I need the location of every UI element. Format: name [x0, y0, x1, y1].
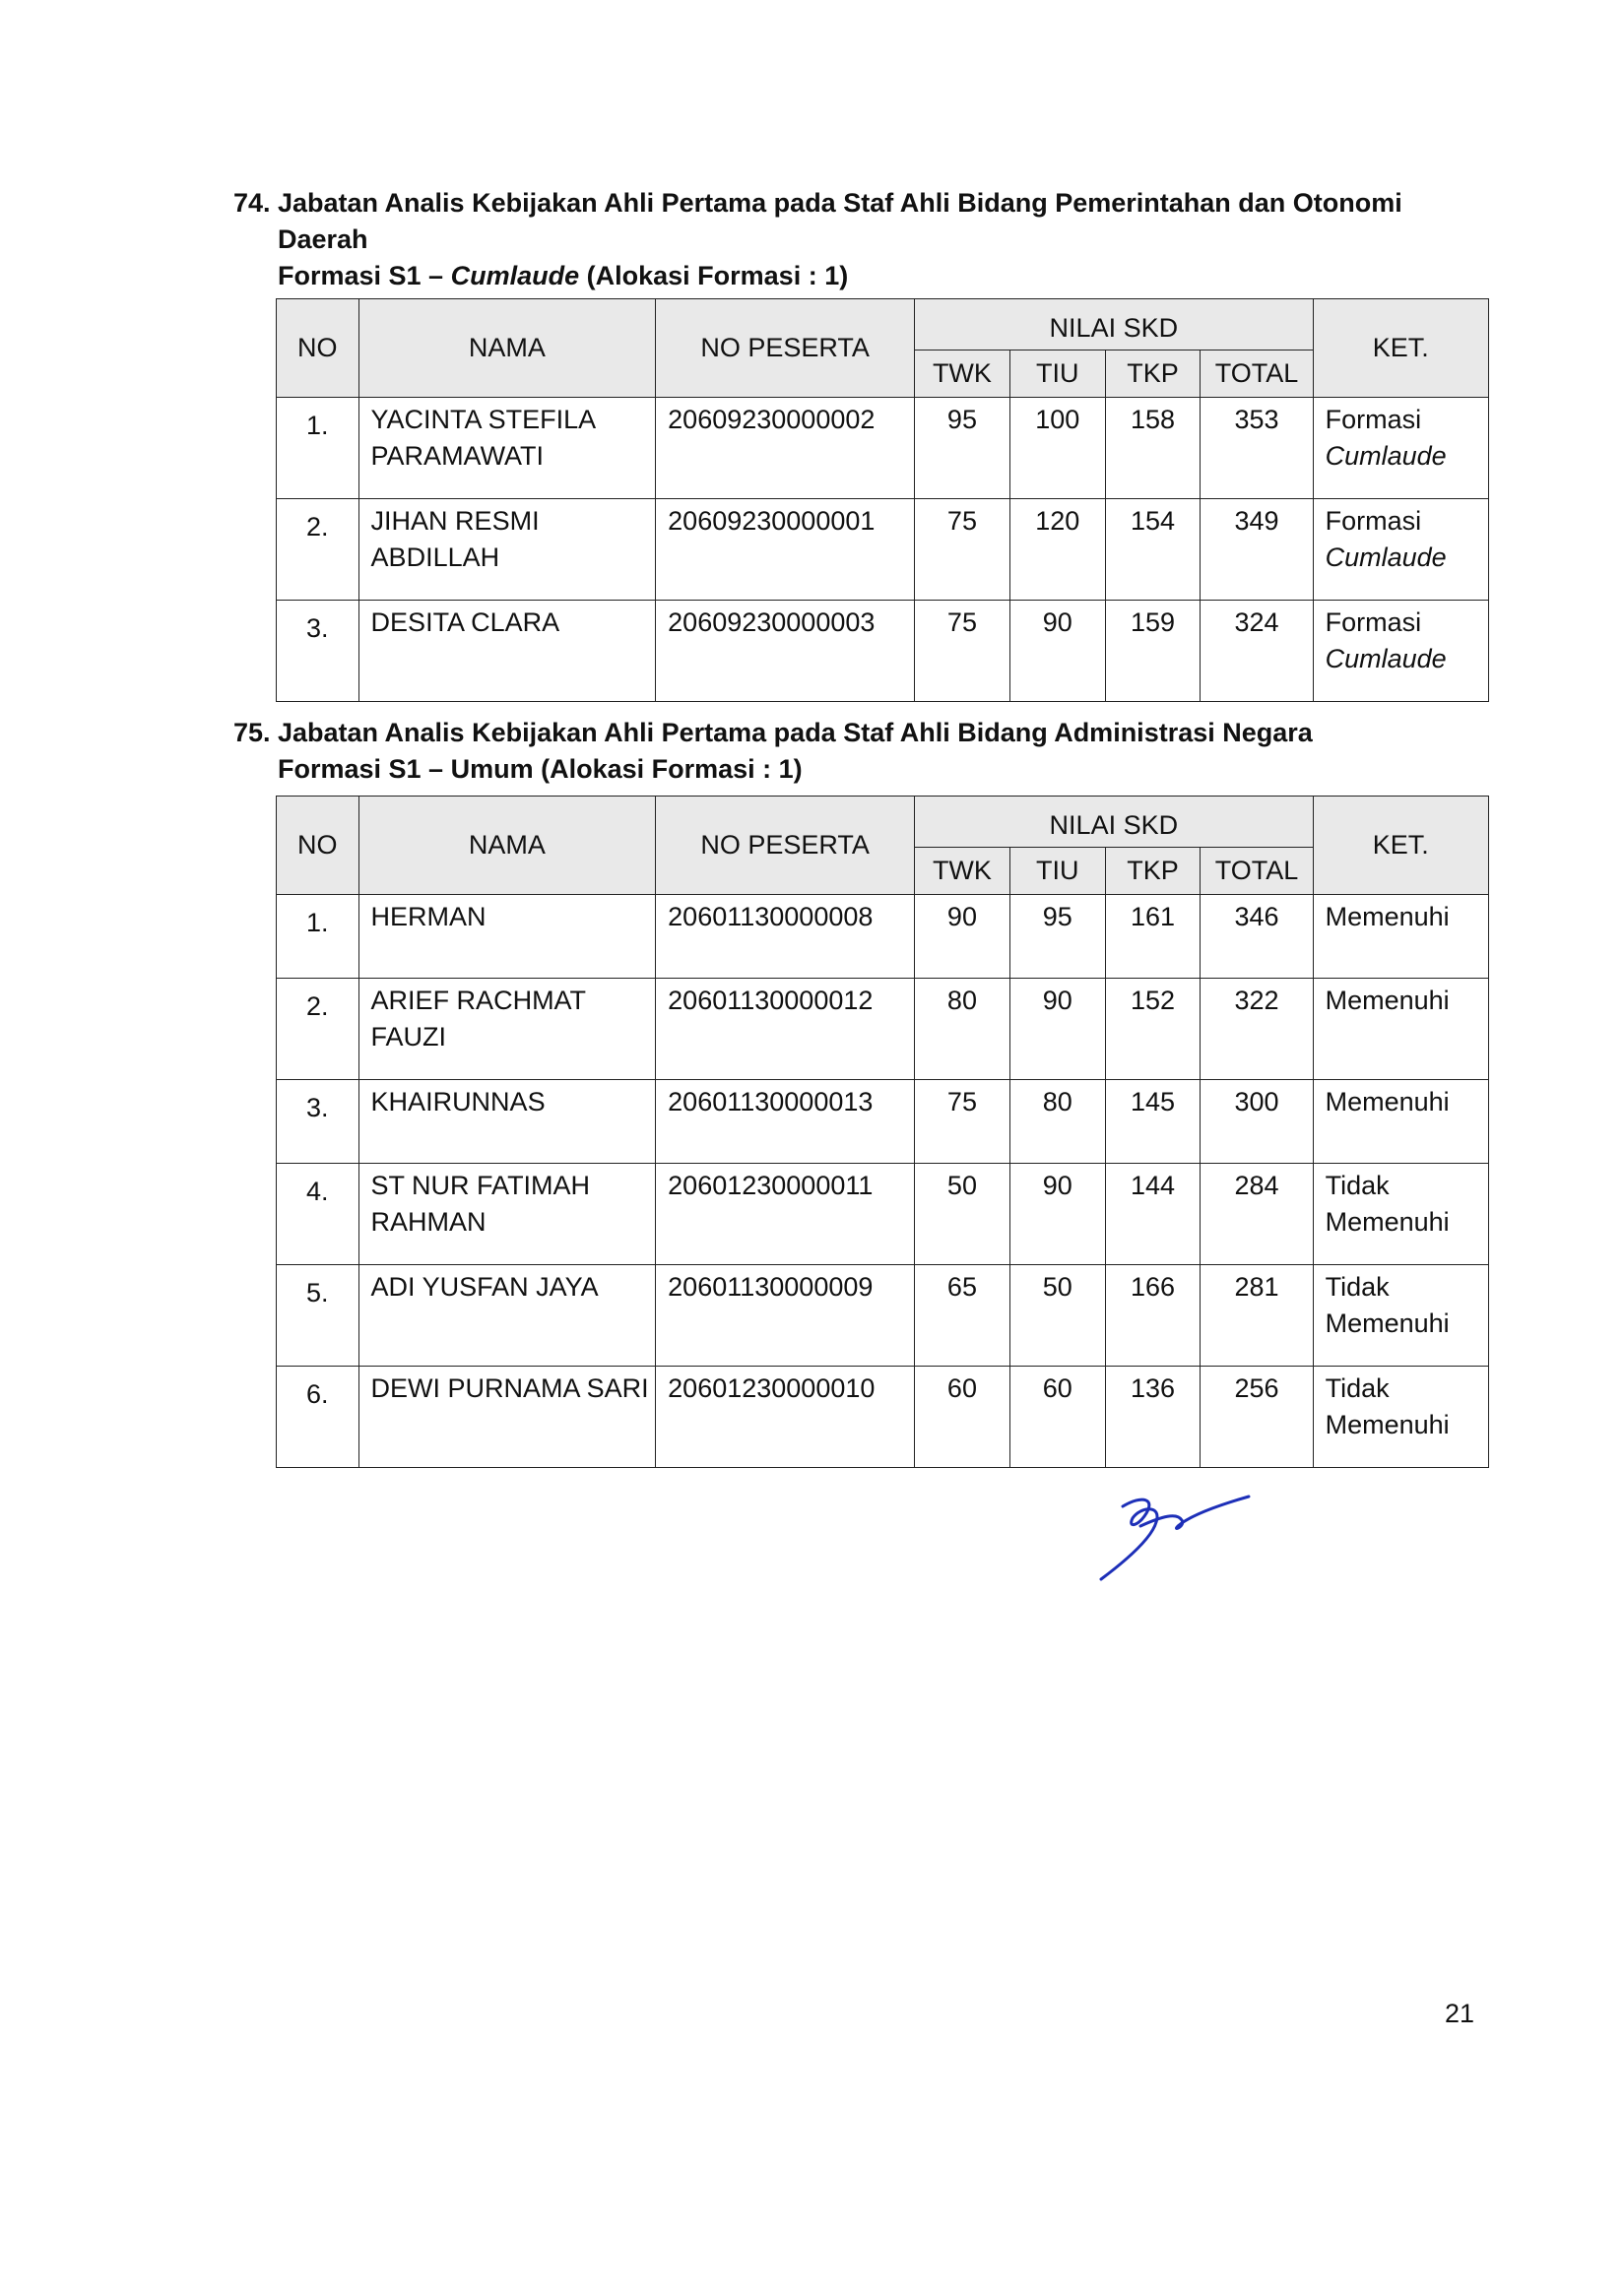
- cell-ket: [1313, 499, 1488, 601]
- cell-no-peserta: 20609230000003: [656, 601, 915, 702]
- cell-twk: 60: [915, 1367, 1010, 1468]
- cell-no: 1.: [277, 895, 359, 979]
- cell-tkp: 159: [1105, 601, 1201, 702]
- cell-twk: 50: [915, 1164, 1010, 1265]
- cell-ket: [1313, 1265, 1488, 1367]
- cell-tkp: 161: [1105, 895, 1201, 979]
- cell-ket: [1313, 601, 1488, 702]
- formation-type: Cumlaude: [450, 261, 580, 290]
- cell-ket: [1313, 398, 1488, 499]
- cell-tiu: 95: [1009, 895, 1105, 979]
- ranking-table-75: [276, 796, 1489, 1468]
- table-row: [277, 979, 1489, 1080]
- cell-no-peserta: 20609230000001: [656, 499, 915, 601]
- header-tkp: TKP: [1105, 351, 1201, 398]
- cell-tiu: 120: [1009, 499, 1105, 601]
- cell-ket: [1313, 1164, 1488, 1265]
- cell-nama: DEWI PURNAMA SARI: [358, 1367, 656, 1468]
- cell-total: 281: [1201, 1265, 1313, 1367]
- cell-no: 1.: [277, 398, 359, 499]
- header-ket: KET.: [1313, 797, 1488, 895]
- cell-nama: ARIEF RACHMAT FAUZI: [358, 979, 656, 1080]
- cell-nama: HERMAN: [358, 895, 656, 979]
- ranking-table-74: [276, 298, 1489, 702]
- cell-tkp: 158: [1105, 398, 1201, 499]
- cell-total: 353: [1201, 398, 1313, 499]
- cell-no-peserta: 20601230000011: [656, 1164, 915, 1265]
- formation-line: Formasi S1 – Umum (Alokasi Formasi : 1): [278, 754, 803, 784]
- cell-twk: 95: [915, 398, 1010, 499]
- page-number: 21: [1445, 1999, 1475, 2028]
- header-no-peserta: NO PESERTA: [656, 299, 915, 398]
- cell-total: 300: [1201, 1080, 1313, 1164]
- cell-no-peserta: 20609230000002: [656, 398, 915, 499]
- cell-nama: DESITA CLARA: [358, 601, 656, 702]
- table-row: [277, 1265, 1489, 1367]
- cell-no: 3.: [277, 1080, 359, 1164]
- cell-total: 349: [1201, 499, 1313, 601]
- cell-total: 324: [1201, 601, 1313, 702]
- cell-tkp: 145: [1105, 1080, 1201, 1164]
- header-no: NO: [277, 797, 359, 895]
- header-total: TOTAL: [1201, 848, 1313, 895]
- cell-twk: 75: [915, 499, 1010, 601]
- header-nama: NAMA: [358, 299, 656, 398]
- cell-no: 2.: [277, 499, 359, 601]
- cell-ket: [1313, 1080, 1488, 1164]
- cell-tkp: 166: [1105, 1265, 1201, 1367]
- header-nama: NAMA: [358, 797, 656, 895]
- header-tiu: TIU: [1009, 848, 1105, 895]
- cell-no: 5.: [277, 1265, 359, 1367]
- header-nilai-skd: NILAI SKD: [915, 797, 1314, 848]
- header-ket: KET.: [1313, 299, 1488, 398]
- header-no: NO: [277, 299, 359, 398]
- cell-no-peserta: 20601130000009: [656, 1265, 915, 1367]
- cell-tiu: 50: [1009, 1265, 1105, 1367]
- header-tiu: TIU: [1009, 351, 1105, 398]
- header-twk: TWK: [915, 848, 1010, 895]
- ket-line-1: Formasi: [1325, 405, 1422, 434]
- header-total: TOTAL: [1201, 351, 1313, 398]
- ket-line-1: Tidak: [1325, 1272, 1390, 1302]
- section-74-heading: [233, 185, 1402, 294]
- cell-no: 2.: [277, 979, 359, 1080]
- ket-line-2: Cumlaude: [1325, 542, 1447, 572]
- table-row: [277, 1164, 1489, 1265]
- cell-tiu: 80: [1009, 1080, 1105, 1164]
- ket-line-2: Cumlaude: [1325, 441, 1447, 471]
- ket-line-2: Cumlaude: [1325, 644, 1447, 673]
- header-row: [277, 797, 1489, 848]
- cell-no: 6.: [277, 1367, 359, 1468]
- cell-twk: 75: [915, 601, 1010, 702]
- cell-total: 346: [1201, 895, 1313, 979]
- section-title: Jabatan Analis Kebijakan Ahli Pertama pada Staf Ahli Bidang Pemerintahan dan Otonomi: [278, 188, 1402, 218]
- cell-tkp: 144: [1105, 1164, 1201, 1265]
- cell-no-peserta: 20601130000013: [656, 1080, 915, 1164]
- table-row: [277, 601, 1489, 702]
- cell-nama: KHAIRUNNAS: [358, 1080, 656, 1164]
- cell-no: 3.: [277, 601, 359, 702]
- formation-prefix: Formasi S1 –: [278, 261, 451, 290]
- section-75-heading: [233, 715, 1313, 788]
- header-twk: TWK: [915, 351, 1010, 398]
- table-row: [277, 1367, 1489, 1468]
- cell-twk: 75: [915, 1080, 1010, 1164]
- header-row: [277, 299, 1489, 351]
- cell-total: 322: [1201, 979, 1313, 1080]
- cell-tiu: 90: [1009, 601, 1105, 702]
- section-title-continued: Daerah: [278, 224, 368, 254]
- cell-tkp: 154: [1105, 499, 1201, 601]
- cell-nama: JIHAN RESMI ABDILLAH: [358, 499, 656, 601]
- ket-line-2: Memenuhi: [1325, 1308, 1450, 1338]
- header-nilai-skd: NILAI SKD: [915, 299, 1314, 351]
- cell-total: 256: [1201, 1367, 1313, 1468]
- signature-icon: [1083, 1477, 1261, 1585]
- cell-no-peserta: 20601130000008: [656, 895, 915, 979]
- cell-no-peserta: 20601130000012: [656, 979, 915, 1080]
- ket-line-2: Memenuhi: [1325, 1410, 1450, 1439]
- formation-line: [233, 258, 1402, 294]
- cell-no: 4.: [277, 1164, 359, 1265]
- cell-ket: [1313, 1367, 1488, 1468]
- cell-tiu: 90: [1009, 979, 1105, 1080]
- cell-tkp: 136: [1105, 1367, 1201, 1468]
- cell-ket: [1313, 895, 1488, 979]
- cell-total: 284: [1201, 1164, 1313, 1265]
- ket-line-1: Tidak: [1325, 1171, 1390, 1200]
- cell-twk: 80: [915, 979, 1010, 1080]
- table-row: [277, 398, 1489, 499]
- ket-line-1: Memenuhi: [1325, 1087, 1450, 1116]
- table-row: [277, 895, 1489, 979]
- cell-tiu: 90: [1009, 1164, 1105, 1265]
- cell-tkp: 152: [1105, 979, 1201, 1080]
- cell-tiu: 100: [1009, 398, 1105, 499]
- cell-ket: [1313, 979, 1488, 1080]
- table-row: [277, 499, 1489, 601]
- header-tkp: TKP: [1105, 848, 1201, 895]
- ket-line-2: Memenuhi: [1325, 1207, 1450, 1237]
- ket-line-1: Memenuhi: [1325, 986, 1450, 1015]
- ket-line-1: Formasi: [1325, 506, 1422, 536]
- cell-no-peserta: 20601230000010: [656, 1367, 915, 1468]
- section-number: 74.: [233, 188, 271, 218]
- section-title: Jabatan Analis Kebijakan Ahli Pertama pada Staf Ahli Bidang Administrasi Negara: [278, 718, 1313, 747]
- formation-suffix: (Alokasi Formasi : 1): [579, 261, 849, 290]
- header-no-peserta: NO PESERTA: [656, 797, 915, 895]
- ket-line-1: Memenuhi: [1325, 902, 1450, 931]
- cell-twk: 65: [915, 1265, 1010, 1367]
- ket-line-1: Formasi: [1325, 607, 1422, 637]
- table-row: [277, 1080, 1489, 1164]
- ket-line-1: Tidak: [1325, 1373, 1390, 1403]
- cell-twk: 90: [915, 895, 1010, 979]
- section-number: 75.: [233, 718, 271, 747]
- cell-nama: ST NUR FATIMAH RAHMAN: [358, 1164, 656, 1265]
- cell-nama: YACINTA STEFILA PARAMAWATI: [358, 398, 656, 499]
- cell-nama: ADI YUSFAN JAYA: [358, 1265, 656, 1367]
- cell-tiu: 60: [1009, 1367, 1105, 1468]
